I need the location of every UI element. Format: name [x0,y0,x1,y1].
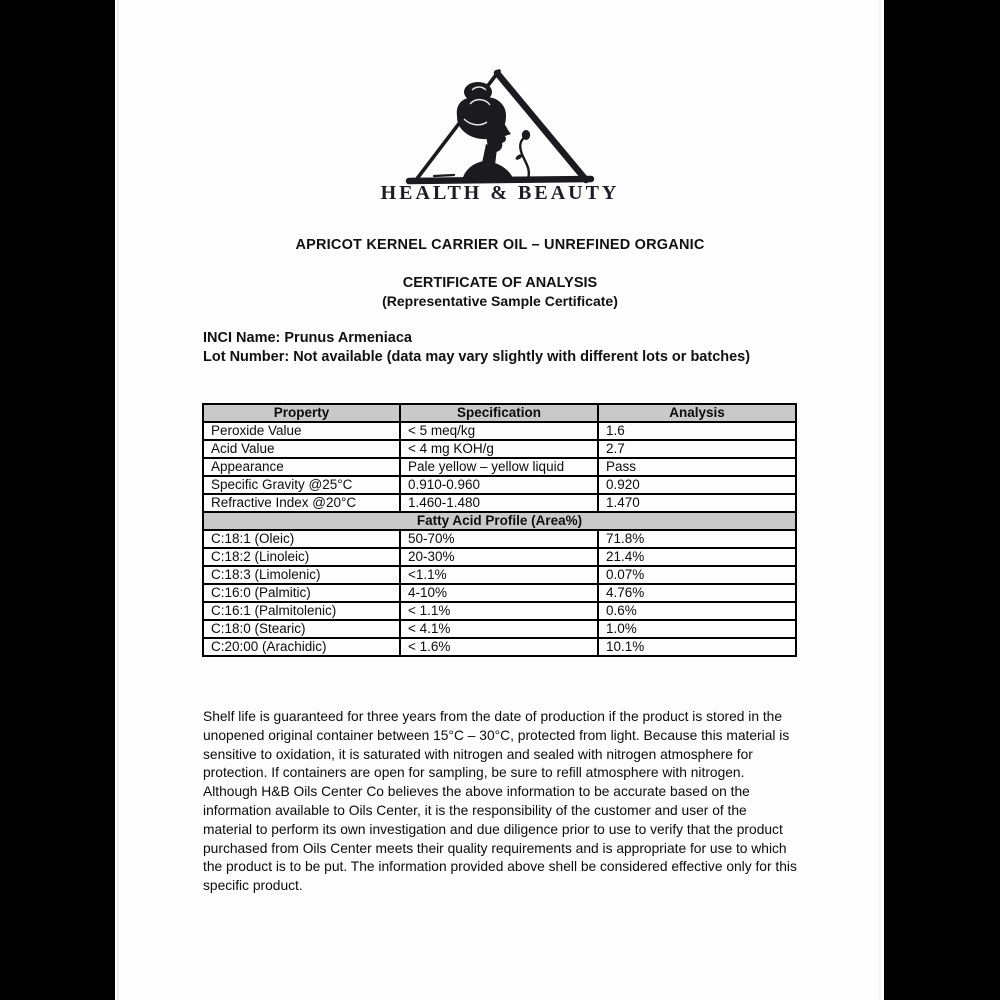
property-cell: Specific Gravity @25°C [203,476,400,494]
property-cell: C:18:0 (Stearic) [203,620,400,638]
specification-cell: < 5 meq/kg [400,422,598,440]
scan-black-border-right [884,0,1000,1000]
certificate-subtitle: (Representative Sample Certificate) [382,293,618,309]
property-cell: Acid Value [203,440,400,458]
specification-cell: < 4.1% [400,620,598,638]
specification-cell: 1.460-1.480 [400,494,598,512]
logo-flower [515,130,531,181]
table-row [203,602,796,620]
property-cell: C:16:0 (Palmitic) [203,584,400,602]
property-cell: C:18:2 (Linoleic) [203,548,400,566]
specification-cell: <1.1% [400,566,598,584]
shelf-life-paragraph: Shelf life is guaranteed for three years from the date of production if the product is stored in the unopened original container between 15°C – 30°C, protected from light. Because this material is sensitive to oxidation, it is saturated with nitrogen and sealed with nitrogen atmosphere for protection. If containers are open for sampling, be sure to refill atmosphere with nitrogen. Although H&B Oils Center Co believes the above information to be accurate based on the information available to Oils Center, it is the responsibility of the customer and user of the material to perform its own investigation and due diligence prior to use to verify that the product purchased from Oils Center meets their quality requirements and is appropriate for use to which the product is to be put. The information provided above shell be considered effective only for this specific product. [203,709,797,894]
analysis-cell: 71.8% [598,530,796,548]
analysis-cell: 10.1% [598,638,796,656]
analysis-cell: 0.07% [598,566,796,584]
logo-woman-silhouette [457,82,514,181]
table-row [203,620,796,638]
specification-cell: < 1.6% [400,638,598,656]
analysis-cell: 1.470 [598,494,796,512]
specification-cell: 20-30% [400,548,598,566]
specification-cell: < 1.1% [400,602,598,620]
brand-name: HEALTH & BEAUTY [380,182,620,204]
specification-cell: Pale yellow – yellow liquid [400,458,598,476]
analysis-cell: Pass [598,458,796,476]
table-row [203,422,796,440]
analysis-cell: 2.7 [598,440,796,458]
property-cell: C:18:1 (Oleic) [203,530,400,548]
table-row [203,584,796,602]
analysis-cell: 1.6 [598,422,796,440]
analysis-cell: 0.920 [598,476,796,494]
table-header-row [203,404,796,422]
table-row [203,548,796,566]
property-cell: Peroxide Value [203,422,400,440]
specification-cell: 0.910-0.960 [400,476,598,494]
analysis-cell: 21.4% [598,548,796,566]
certificate-title: CERTIFICATE OF ANALYSIS [402,275,598,291]
brand-logo [115,64,885,205]
property-cell: C:18:3 (Limolenic) [203,566,400,584]
section-header-row [203,512,796,530]
property-cell: Refractive Index @20°C [203,494,400,512]
table-row [203,530,796,548]
analysis-cell: 0.6% [598,602,796,620]
table-row [203,458,796,476]
lot-number-line: Lot Number: Not available (data may vary slightly with different lots or batches) [203,349,751,365]
column-header-property: Property [203,404,400,422]
table-row [203,638,796,656]
specification-cell: 4-10% [400,584,598,602]
specification-cell: 50-70% [400,530,598,548]
specification-cell: < 4 mg KOH/g [400,440,598,458]
section-header-cell: Fatty Acid Profile (Area%) [203,512,796,530]
property-cell: C:20:00 (Arachidic) [203,638,400,656]
analysis-table [202,403,797,657]
scan-black-border-left [0,0,115,1000]
property-cell: Appearance [203,458,400,476]
analysis-cell: 1.0% [598,620,796,638]
product-title: APRICOT KERNEL CARRIER OIL – UNREFINED ORGANIC [295,237,705,253]
inci-name-line: INCI Name: Prunus Armeniaca [203,330,412,346]
logo-triangle-woman-icon [394,64,606,186]
column-header-specification: Specification [400,404,598,422]
property-cell: C:16:1 (Palmitolenic) [203,602,400,620]
table-row [203,566,796,584]
table-row [203,494,796,512]
table-row [203,476,796,494]
analysis-cell: 4.76% [598,584,796,602]
table-row [203,440,796,458]
column-header-analysis: Analysis [598,404,796,422]
